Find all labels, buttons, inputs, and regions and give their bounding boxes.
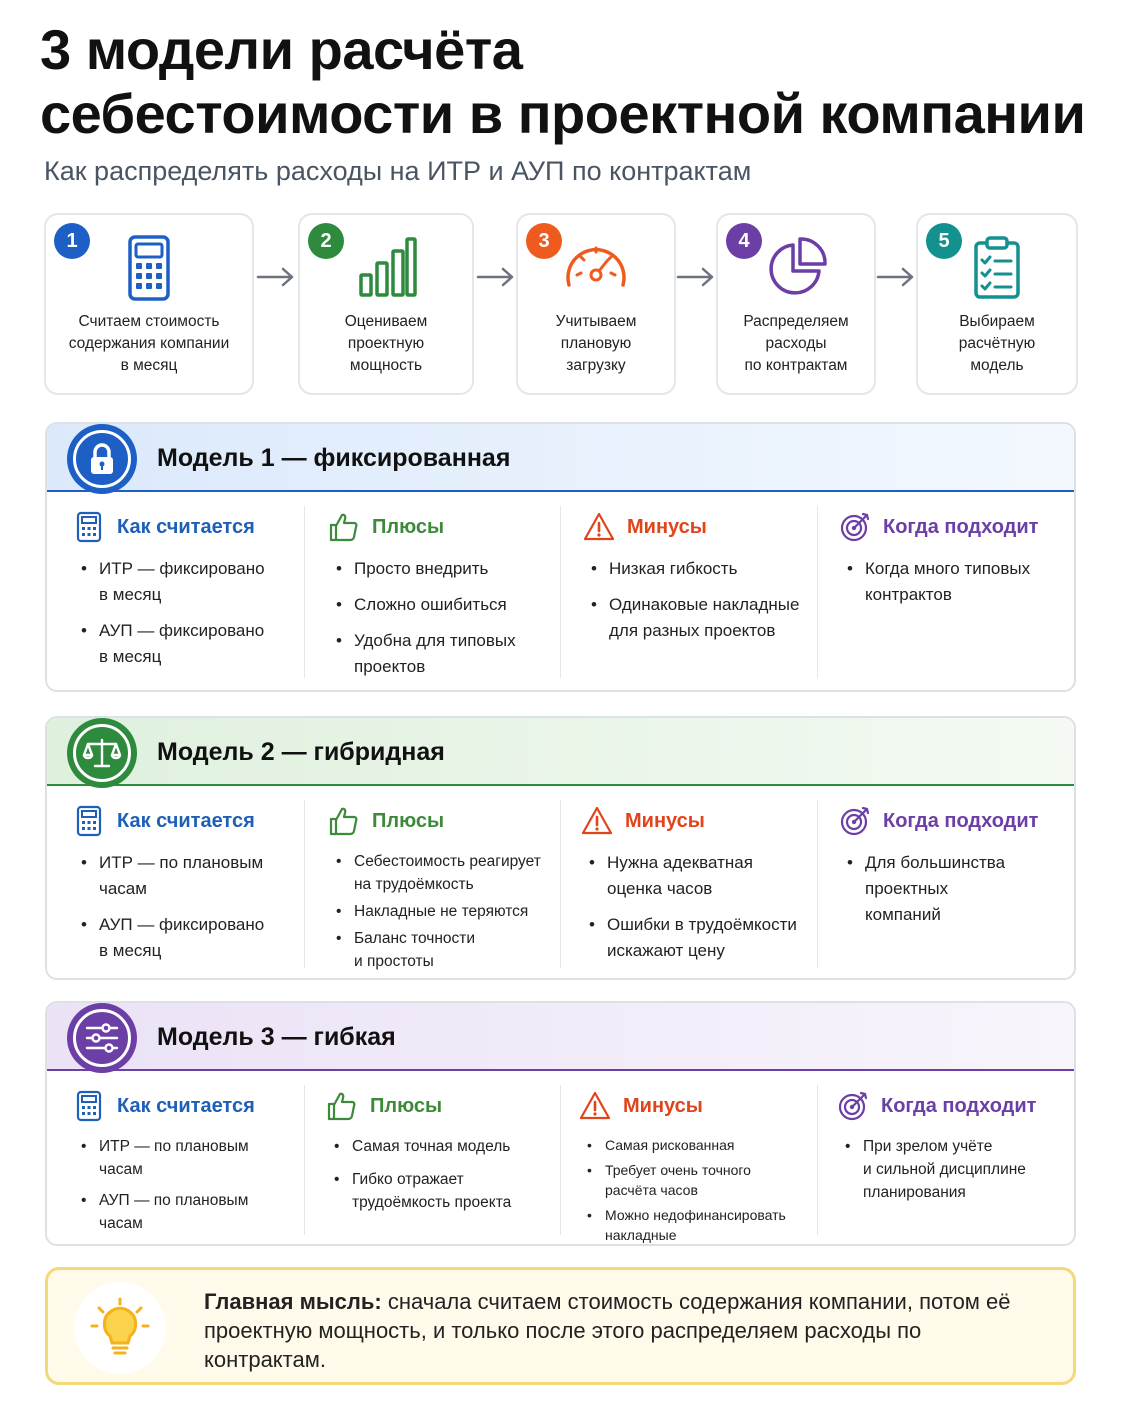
main-idea-text bbox=[204, 1287, 1024, 1374]
col-how bbox=[73, 1089, 303, 1239]
page-subtitle: Как распределять расходы на ИТР и АУП по контрактам bbox=[44, 156, 752, 186]
col-title: Когда подходит bbox=[883, 515, 1039, 538]
list-item: • Самая точная модель bbox=[326, 1135, 566, 1158]
arrow-right-icon bbox=[476, 265, 516, 289]
minus-list bbox=[581, 850, 831, 964]
step-text: Оцениваем проектную мощность bbox=[344, 313, 428, 374]
arrow-right-icon bbox=[676, 265, 716, 289]
list-item: • ИТР — фиксировано в месяц bbox=[73, 556, 303, 608]
col-minus bbox=[579, 1089, 824, 1246]
plus-list bbox=[328, 850, 578, 973]
pie-chart-icon bbox=[761, 233, 831, 303]
how-list bbox=[73, 850, 303, 964]
when-list bbox=[837, 1135, 1069, 1204]
sliders-icon bbox=[84, 1021, 120, 1055]
warning-icon bbox=[579, 1090, 611, 1122]
list-item: • Требует очень точного расчёта часов bbox=[579, 1160, 824, 1200]
col-title: Плюсы bbox=[370, 1094, 443, 1117]
plus-list bbox=[328, 556, 568, 680]
model-3-card bbox=[45, 1001, 1076, 1246]
model-title: Модель 1 — фиксированная bbox=[157, 444, 511, 472]
col-plus bbox=[328, 804, 578, 977]
when-list bbox=[839, 556, 1069, 608]
list-item: • Накладные не теряются bbox=[328, 900, 578, 923]
thumbs-up-icon bbox=[328, 511, 360, 543]
model-title: Модель 3 — гибкая bbox=[157, 1023, 396, 1051]
list-item: • При зрелом учёте и сильной дисциплине планирования bbox=[837, 1135, 1069, 1204]
calculator-icon bbox=[73, 805, 105, 837]
model-badge bbox=[67, 424, 137, 494]
col-title: Минусы bbox=[627, 515, 707, 538]
col-how bbox=[73, 510, 303, 680]
list-item: • ИТР — по плановым часам bbox=[73, 850, 303, 902]
list-item: • Можно недофинансировать накладные bbox=[579, 1205, 824, 1245]
col-title: Плюсы bbox=[372, 515, 445, 538]
col-title: Как считается bbox=[117, 1094, 255, 1117]
target-icon bbox=[837, 1090, 869, 1122]
col-when bbox=[837, 1089, 1069, 1208]
model-1-card bbox=[45, 422, 1076, 692]
plus-list bbox=[326, 1135, 566, 1214]
step-1 bbox=[44, 213, 254, 395]
step-2 bbox=[298, 213, 474, 395]
when-list bbox=[839, 850, 1069, 928]
col-how bbox=[73, 804, 303, 974]
step-text: Распределяем расходы по контрактам bbox=[743, 313, 849, 374]
step-text: Учитываем плановую загрузку bbox=[555, 313, 637, 374]
calculator-icon bbox=[114, 233, 184, 303]
col-title: Когда подходит bbox=[881, 1094, 1037, 1117]
list-item: • Ошибки в трудоёмкости искажают цену bbox=[581, 912, 831, 964]
list-item: • Удобна для типовых проектов bbox=[328, 628, 568, 680]
calculator-icon bbox=[73, 1090, 105, 1122]
lightbulb-icon bbox=[88, 1296, 152, 1360]
col-minus bbox=[583, 510, 833, 654]
list-item: • Гибко отражает трудоёмкость проекта bbox=[326, 1168, 566, 1214]
minus-list bbox=[579, 1135, 824, 1245]
col-when bbox=[839, 804, 1069, 938]
how-list bbox=[73, 1135, 303, 1235]
step-number: 5 bbox=[926, 223, 962, 259]
list-item: • АУП — фиксировано в месяц bbox=[73, 912, 303, 964]
list-item: • Когда много типовых контрактов bbox=[839, 556, 1069, 608]
main-idea-body: сначала считаем стоимость содержания компании, потом её проектную мощность, и только после этого распределяем расходы по контрактам. bbox=[204, 1289, 1011, 1372]
list-item: • АУП — по плановым часам bbox=[73, 1189, 303, 1235]
warning-icon bbox=[581, 805, 613, 837]
checklist-icon bbox=[962, 233, 1032, 303]
list-item: • Низкая гибкость bbox=[583, 556, 833, 582]
step-text: Считаем стоимость содержания компании в месяц bbox=[68, 313, 230, 374]
list-item: • Себестоимость реагирует на трудоёмкость bbox=[328, 850, 578, 896]
list-item: • Баланс точности и простоты bbox=[328, 927, 578, 973]
process-steps bbox=[44, 213, 1078, 395]
col-title: Как считается bbox=[117, 515, 255, 538]
target-icon bbox=[839, 805, 871, 837]
step-number: 4 bbox=[726, 223, 762, 259]
col-title: Плюсы bbox=[372, 809, 445, 832]
col-minus bbox=[581, 804, 831, 974]
col-title: Минусы bbox=[623, 1094, 703, 1117]
step-4 bbox=[716, 213, 876, 395]
list-item: • Нужна адекватная оценка часов bbox=[581, 850, 831, 902]
scales-icon bbox=[82, 736, 122, 770]
thumbs-up-icon bbox=[328, 805, 360, 837]
model-title: Модель 2 — гибридная bbox=[157, 738, 445, 766]
speedometer-icon bbox=[561, 233, 631, 303]
bar-chart-icon bbox=[351, 233, 421, 303]
list-item: • Самая рискованная bbox=[579, 1135, 824, 1155]
list-item: • Просто внедрить bbox=[328, 556, 568, 582]
col-title: Когда подходит bbox=[883, 809, 1039, 832]
lightbulb-badge bbox=[74, 1282, 166, 1374]
step-5 bbox=[916, 213, 1078, 395]
arrow-right-icon bbox=[256, 265, 296, 289]
col-plus bbox=[326, 1089, 566, 1218]
list-item: • Одинаковые накладные для разных проектов bbox=[583, 592, 833, 644]
col-plus bbox=[328, 510, 568, 690]
target-icon bbox=[839, 511, 871, 543]
list-item: • Сложно ошибиться bbox=[328, 592, 568, 618]
col-title: Минусы bbox=[625, 809, 705, 832]
col-title: Как считается bbox=[117, 809, 255, 832]
how-list bbox=[73, 556, 303, 670]
model-badge bbox=[67, 1003, 137, 1073]
arrow-right-icon bbox=[876, 265, 916, 289]
main-idea-lead: Главная мысль: bbox=[204, 1289, 382, 1314]
list-item: • Для большинства проектных компаний bbox=[839, 850, 1069, 928]
lock-icon bbox=[85, 442, 119, 476]
calculator-icon bbox=[73, 511, 105, 543]
step-number: 1 bbox=[54, 223, 90, 259]
main-idea-box bbox=[45, 1267, 1076, 1385]
step-text: Выбираем расчётную модель bbox=[958, 313, 1036, 374]
col-when bbox=[839, 510, 1069, 618]
model-badge bbox=[67, 718, 137, 788]
list-item: • АУП — фиксировано в месяц bbox=[73, 618, 303, 670]
thumbs-up-icon bbox=[326, 1090, 358, 1122]
step-number: 2 bbox=[308, 223, 344, 259]
warning-icon bbox=[583, 511, 615, 543]
minus-list bbox=[583, 556, 833, 644]
step-3 bbox=[516, 213, 676, 395]
step-number: 3 bbox=[526, 223, 562, 259]
page-title: 3 модели расчёта себестоимости в проектной компании bbox=[40, 18, 1086, 145]
list-item: • ИТР — по плановым часам bbox=[73, 1135, 303, 1181]
model-2-card bbox=[45, 716, 1076, 980]
